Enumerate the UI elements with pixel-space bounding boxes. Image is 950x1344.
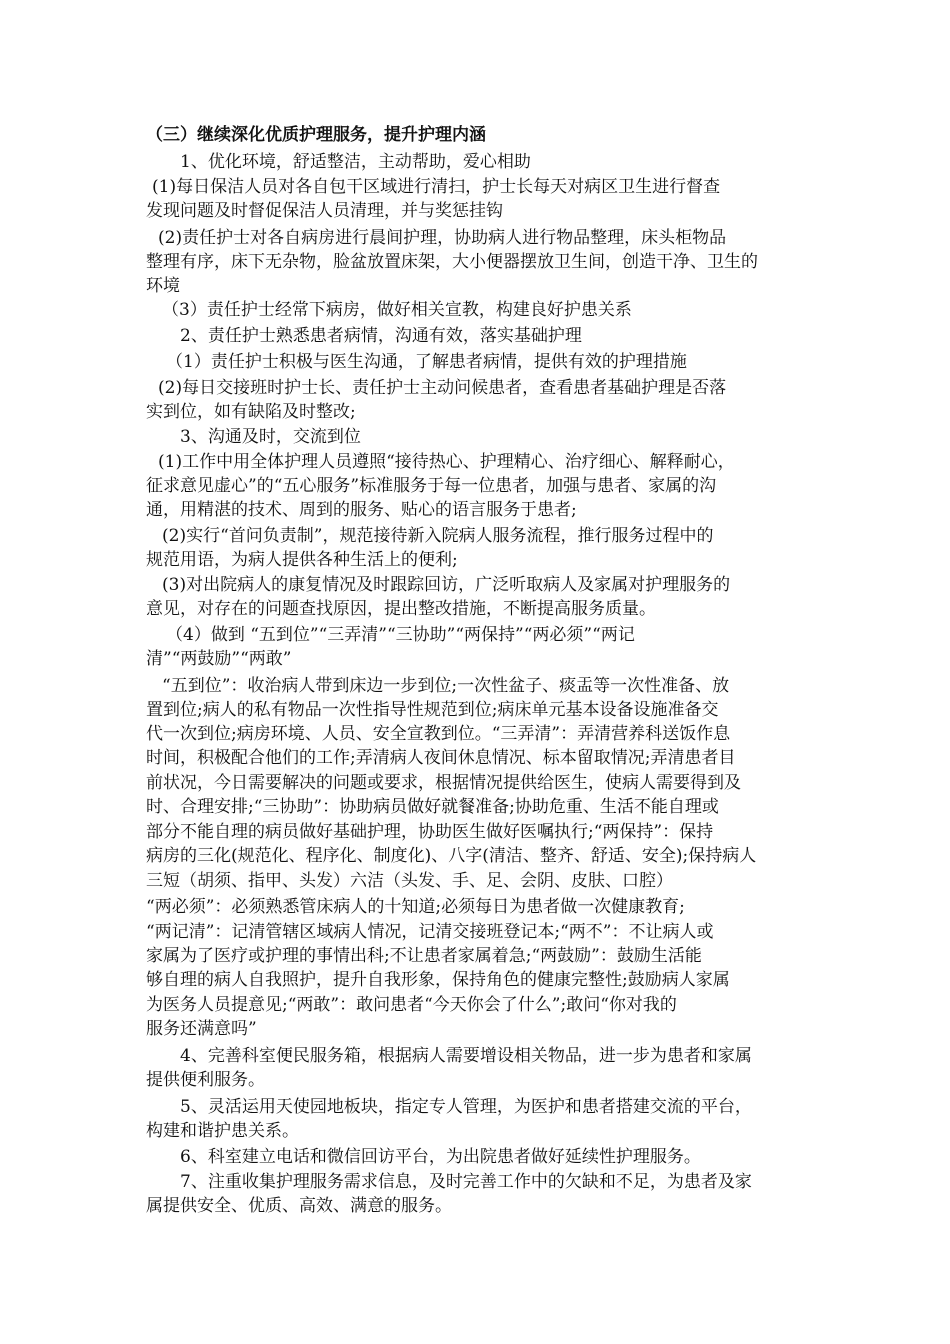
text-line: 病房的三化(规范化、程序化、制度化)、八字(清洁、整齐、舒适、安全);保持病人: [146, 846, 757, 866]
text-line: “两记清”：记清管辖区域病人情况，记清交接班登记本;“两不”：不让病人或: [146, 922, 714, 942]
text-line: “两必须”：必须熟悉管床病人的十知道;必须每日为患者做一次健康教育;: [146, 897, 685, 917]
text-line: 6、科室建立电话和微信回访平台，为出院患者做好延续性护理服务。: [180, 1147, 701, 1167]
text-line: 提供便利服务。: [146, 1070, 265, 1090]
text-line: 4、完善科室便民服务箱，根据病人需要增设相关物品，进一步为患者和家属: [180, 1046, 752, 1066]
text-line: 环境: [146, 276, 180, 296]
text-line: (2)每日交接班时护士长、责任护士主动问候患者，查看患者基础护理是否落: [158, 378, 727, 398]
text-line: 通，用精湛的技术、周到的服务、贴心的语言服务于患者;: [146, 500, 577, 520]
text-line: 服务还满意吗”: [146, 1019, 257, 1039]
text-line: 部分不能自理的病员做好基础护理，协助医生做好医嘱执行;“两保持”：保持: [146, 822, 714, 842]
text-line: 实到位，如有缺陷及时整改;: [146, 402, 356, 422]
text-line: 1、优化环境，舒适整洁，主动帮助，爱心相助: [180, 152, 531, 172]
text-line: 属提供安全、优质、高效、满意的服务。: [146, 1196, 452, 1216]
text-line: 前状况，今日需要解决的问题或要求，根据情况提供给医生，使病人需要得到及: [146, 773, 741, 793]
text-line: 家属为了医疗或护理的事情出科;不让患者家属着急;“两鼓励”：鼓励生活能: [146, 946, 702, 966]
text-line: 够自理的病人自我照护，提升自我形象，保持角色的健康完整性;鼓励病人家属: [146, 970, 730, 990]
text-line: 时间，积极配合他们的工作;弄清病人夜间休息情况、标本留取情况;弄清患者目: [146, 748, 736, 768]
text-line: 整理有序，床下无杂物，脸盆放置床架，大小便器摆放卫生间，创造干净、卫生的: [146, 252, 758, 272]
text-line: 构建和谐护患关系。: [146, 1121, 299, 1141]
text-line: 三短（胡须、指甲、头发）六洁（头发、手、足、会阴、皮肤、口腔）: [146, 871, 673, 891]
text-line: （4）做到 “五到位”“三弄清”“三协助”“两保持”“两必须”“两记: [166, 625, 635, 645]
text-line: （3）责任护士经常下病房，做好相关宣教，构建良好护患关系: [162, 300, 632, 320]
text-line: 时、合理安排;“三协助”：协助病员做好就餐准备;协助危重、生活不能自理或: [146, 797, 719, 817]
text-line: (1)每日保洁人员对各自包干区域进行清扫，护士长每天对病区卫生进行督查: [152, 177, 721, 197]
text-line: 意见，对存在的问题查找原因，提出整改措施，不断提高服务质量。: [146, 599, 656, 619]
text-line: (2)实行“首问负责制”，规范接待新入院病人服务流程，推行服务过程中的: [162, 526, 714, 546]
text-line: (2)责任护士对各自病房进行晨间护理，协助病人进行物品整理，床头柜物品: [158, 228, 727, 248]
text-line: 5、灵活运用天使园地板块，指定专人管理，为医护和患者搭建交流的平台，: [180, 1097, 752, 1117]
text-line: （1）责任护士积极与医生沟通，了解患者病情，提供有效的护理措施: [166, 352, 687, 372]
text-line: 代一次到位;病房环境、人员、安全宣教到位。“三弄清”：弄清营养科送饭作息: [146, 724, 731, 744]
text-line: 7、注重收集护理服务需求信息，及时完善工作中的欠缺和不足，为患者及家: [180, 1172, 752, 1192]
text-line: 清”“两鼓励”“两敢”: [146, 649, 292, 669]
text-line: 2、责任护士熟悉患者病情，沟通有效，落实基础护理: [180, 326, 582, 346]
text-line: (1)工作中用全体护理人员遵照“接待热心、护理精心、治疗细心、解释耐心，: [158, 452, 735, 472]
text-line: (3)对出院病人的康复情况及时跟踪回访，广泛听取病人及家属对护理服务的: [162, 575, 731, 595]
text-line: “五到位”：收治病人带到床边一步到位;一次性盆子、痰盂等一次性准备、放: [162, 676, 730, 696]
text-line: 规范用语，为病人提供各种生活上的便利;: [146, 550, 458, 570]
text-line: 为医务人员提意见;“两敢”：敢问患者“今天你会了什么”;敢问“你对我的: [146, 995, 677, 1015]
text-line: 征求意见虚心”的“五心服务”标准服务于每一位患者，加强与患者、家属的沟: [146, 476, 717, 496]
text-line: 发现问题及时督促保洁人员清理，并与奖惩挂钩: [146, 201, 503, 221]
section-heading: （三）继续深化优质护理服务，提升护理内涵: [146, 125, 486, 145]
text-line: 3、沟通及时，交流到位: [180, 427, 361, 447]
text-line: 置到位;病人的私有物品一次性指导性规范到位;病床单元基本设备设施准备交: [146, 700, 719, 720]
